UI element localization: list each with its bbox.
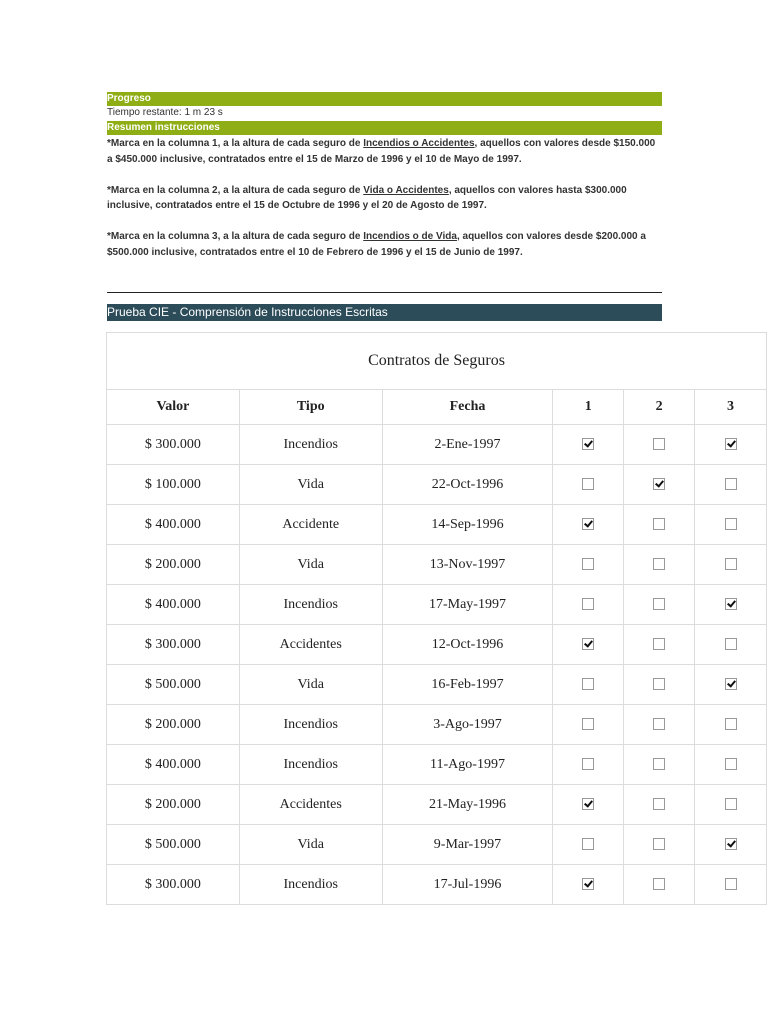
cell-fecha: 14-Sep-1996 xyxy=(382,505,553,545)
cell-check-1 xyxy=(553,465,624,505)
time-remaining: Tiempo restante: 1 m 23 s xyxy=(107,107,223,118)
cell-check-2 xyxy=(624,785,695,825)
cell-valor: $ 400.000 xyxy=(107,585,240,625)
cell-tipo: Vida xyxy=(239,665,382,705)
cell-tipo: Vida xyxy=(239,465,382,505)
cell-fecha: 12-Oct-1996 xyxy=(382,625,553,665)
cell-fecha: 11-Ago-1997 xyxy=(382,745,553,785)
cell-valor: $ 200.000 xyxy=(107,705,240,745)
cell-check-1 xyxy=(553,705,624,745)
table-row xyxy=(107,665,767,705)
cell-fecha: 21-May-1996 xyxy=(382,785,553,825)
cell-fecha: 3-Ago-1997 xyxy=(382,705,553,745)
cell-valor: $ 400.000 xyxy=(107,745,240,785)
cell-check-2 xyxy=(624,425,695,465)
checkbox-col-2[interactable] xyxy=(653,758,665,770)
cell-check-1 xyxy=(553,665,624,705)
cell-valor: $ 100.000 xyxy=(107,465,240,505)
table-row xyxy=(107,425,767,465)
checkbox-col-2[interactable] xyxy=(653,438,665,450)
table-row xyxy=(107,625,767,665)
column-header-tipo: Tipo xyxy=(239,390,382,425)
checkbox-col-3[interactable] xyxy=(725,558,737,570)
cell-check-3 xyxy=(695,705,767,745)
cell-check-2 xyxy=(624,745,695,785)
table-row xyxy=(107,585,767,625)
checkbox-col-2[interactable] xyxy=(653,518,665,530)
cell-check-1 xyxy=(553,505,624,545)
divider xyxy=(107,292,662,293)
column-header-valor: Valor xyxy=(107,390,240,425)
instructions-panel xyxy=(107,92,662,276)
cell-check-1 xyxy=(553,585,624,625)
cell-tipo: Incendios xyxy=(239,585,382,625)
checkbox-col-3[interactable] xyxy=(725,838,737,850)
checkbox-col-1[interactable] xyxy=(582,598,594,610)
cell-check-1 xyxy=(553,425,624,465)
cell-fecha: 13-Nov-1997 xyxy=(382,545,553,585)
checkbox-col-1[interactable] xyxy=(582,798,594,810)
checkbox-col-3[interactable] xyxy=(725,438,737,450)
checkbox-col-3[interactable] xyxy=(725,518,737,530)
cell-check-1 xyxy=(553,545,624,585)
cell-check-3 xyxy=(695,625,767,665)
cell-fecha: 16-Feb-1997 xyxy=(382,665,553,705)
progress-label: Progreso xyxy=(107,92,662,106)
cell-fecha: 22-Oct-1996 xyxy=(382,465,553,505)
cell-check-1 xyxy=(553,745,624,785)
checkbox-col-1[interactable] xyxy=(582,718,594,730)
cell-check-2 xyxy=(624,705,695,745)
cell-check-1 xyxy=(553,865,624,905)
contracts-table xyxy=(106,332,767,905)
instruction-3: *Marca en la columna 3, a la altura de cada seguro de Incendios o de Vida, aquellos con valores desde $200.000 a $500.000 inclusive, contratados entre el 10 de Febrero de 1996 y el 15 de Junio de 1997. xyxy=(107,231,646,258)
checkbox-col-3[interactable] xyxy=(725,678,737,690)
cell-tipo: Accidentes xyxy=(239,625,382,665)
cell-check-1 xyxy=(553,825,624,865)
cell-fecha: 9-Mar-1997 xyxy=(382,825,553,865)
cell-valor: $ 300.000 xyxy=(107,625,240,665)
checkbox-col-1[interactable] xyxy=(582,758,594,770)
cell-tipo: Incendios xyxy=(239,705,382,745)
cell-valor: $ 300.000 xyxy=(107,425,240,465)
cell-valor: $ 400.000 xyxy=(107,505,240,545)
instruction-3-types: Incendios o de Vida xyxy=(363,231,457,242)
table-row xyxy=(107,705,767,745)
cell-valor: $ 200.000 xyxy=(107,545,240,585)
checkbox-col-2[interactable] xyxy=(653,838,665,850)
checkbox-col-3[interactable] xyxy=(725,798,737,810)
checkbox-col-2[interactable] xyxy=(653,558,665,570)
checkbox-col-2[interactable] xyxy=(653,478,665,490)
checkbox-col-2[interactable] xyxy=(653,598,665,610)
checkbox-col-1[interactable] xyxy=(582,838,594,850)
cell-check-3 xyxy=(695,785,767,825)
cell-check-1 xyxy=(553,785,624,825)
checkbox-col-2[interactable] xyxy=(653,878,665,890)
test-title: Prueba CIE - Comprensión de Instrucciones Escritas xyxy=(107,304,662,321)
table-row xyxy=(107,825,767,865)
checkbox-col-1[interactable] xyxy=(582,518,594,530)
cell-fecha: 17-Jul-1996 xyxy=(382,865,553,905)
checkbox-col-1[interactable] xyxy=(582,478,594,490)
instruction-2: *Marca en la columna 2, a la altura de cada seguro de Vida o Accidentes, aquellos con valores hasta $300.000 inclusive, contratados entre el 15 de Octubre de 1996 y el 20 de Agosto de 1997. xyxy=(107,184,627,211)
checkbox-col-1[interactable] xyxy=(582,878,594,890)
cell-check-3 xyxy=(695,745,767,785)
cell-tipo: Incendios xyxy=(239,745,382,785)
cell-check-2 xyxy=(624,665,695,705)
checkbox-col-2[interactable] xyxy=(653,718,665,730)
cell-tipo: Accidente xyxy=(239,505,382,545)
cell-check-1 xyxy=(553,625,624,665)
column-header-2: 2 xyxy=(624,390,695,425)
column-header-1: 1 xyxy=(553,390,624,425)
cell-fecha: 17-May-1997 xyxy=(382,585,553,625)
cell-check-3 xyxy=(695,425,767,465)
instruction-2-types: Vida o Accidentes xyxy=(363,184,449,196)
table-row xyxy=(107,865,767,905)
instruction-1: *Marca en la columna 1, a la altura de cada seguro de Incendios o Accidentes, aquellos con valores desde $150.000 a $450.000 inclusive, contratados entre el 15 de Marzo de 1996 y el 10 de Mayo de 1997. xyxy=(107,138,656,165)
cell-check-3 xyxy=(695,665,767,705)
checkbox-col-1[interactable] xyxy=(582,678,594,690)
checkbox-col-3[interactable] xyxy=(725,758,737,770)
cell-check-3 xyxy=(695,465,767,505)
checkbox-col-2[interactable] xyxy=(653,678,665,690)
cell-check-3 xyxy=(695,825,767,865)
column-header-3: 3 xyxy=(695,390,767,425)
cell-tipo: Incendios xyxy=(239,425,382,465)
cell-check-2 xyxy=(624,585,695,625)
cell-fecha: 2-Ene-1997 xyxy=(382,425,553,465)
checkbox-col-3[interactable] xyxy=(725,878,737,890)
checkbox-col-1[interactable] xyxy=(582,558,594,570)
cell-check-3 xyxy=(695,585,767,625)
cell-valor: $ 500.000 xyxy=(107,665,240,705)
checkbox-col-3[interactable] xyxy=(725,598,737,610)
checkbox-col-2[interactable] xyxy=(653,638,665,650)
cell-check-2 xyxy=(624,505,695,545)
instructions-text xyxy=(107,136,662,260)
cell-check-3 xyxy=(695,505,767,545)
table-row xyxy=(107,785,767,825)
checkbox-col-3[interactable] xyxy=(725,718,737,730)
cell-check-2 xyxy=(624,465,695,505)
cell-check-2 xyxy=(624,545,695,585)
cell-check-3 xyxy=(695,865,767,905)
checkbox-col-1[interactable] xyxy=(582,438,594,450)
cell-check-2 xyxy=(624,825,695,865)
cell-tipo: Incendios xyxy=(239,865,382,905)
table-row xyxy=(107,545,767,585)
cell-valor: $ 300.000 xyxy=(107,865,240,905)
table-row xyxy=(107,505,767,545)
checkbox-col-3[interactable] xyxy=(725,638,737,650)
table-row xyxy=(107,745,767,785)
summary-label: Resumen instrucciones xyxy=(107,121,662,135)
cell-tipo: Vida xyxy=(239,825,382,865)
cell-tipo: Accidentes xyxy=(239,785,382,825)
cell-tipo: Vida xyxy=(239,545,382,585)
column-header-fecha: Fecha xyxy=(382,390,553,425)
cell-check-3 xyxy=(695,545,767,585)
table-caption: Contratos de Seguros xyxy=(107,333,767,390)
instruction-1-types: Incendios o Accidentes xyxy=(363,138,475,149)
checkbox-col-3[interactable] xyxy=(725,478,737,490)
checkbox-col-2[interactable] xyxy=(653,798,665,810)
cell-check-2 xyxy=(624,865,695,905)
cell-valor: $ 200.000 xyxy=(107,785,240,825)
cell-check-2 xyxy=(624,625,695,665)
cell-valor: $ 500.000 xyxy=(107,825,240,865)
checkbox-col-1[interactable] xyxy=(582,638,594,650)
table-row xyxy=(107,465,767,505)
